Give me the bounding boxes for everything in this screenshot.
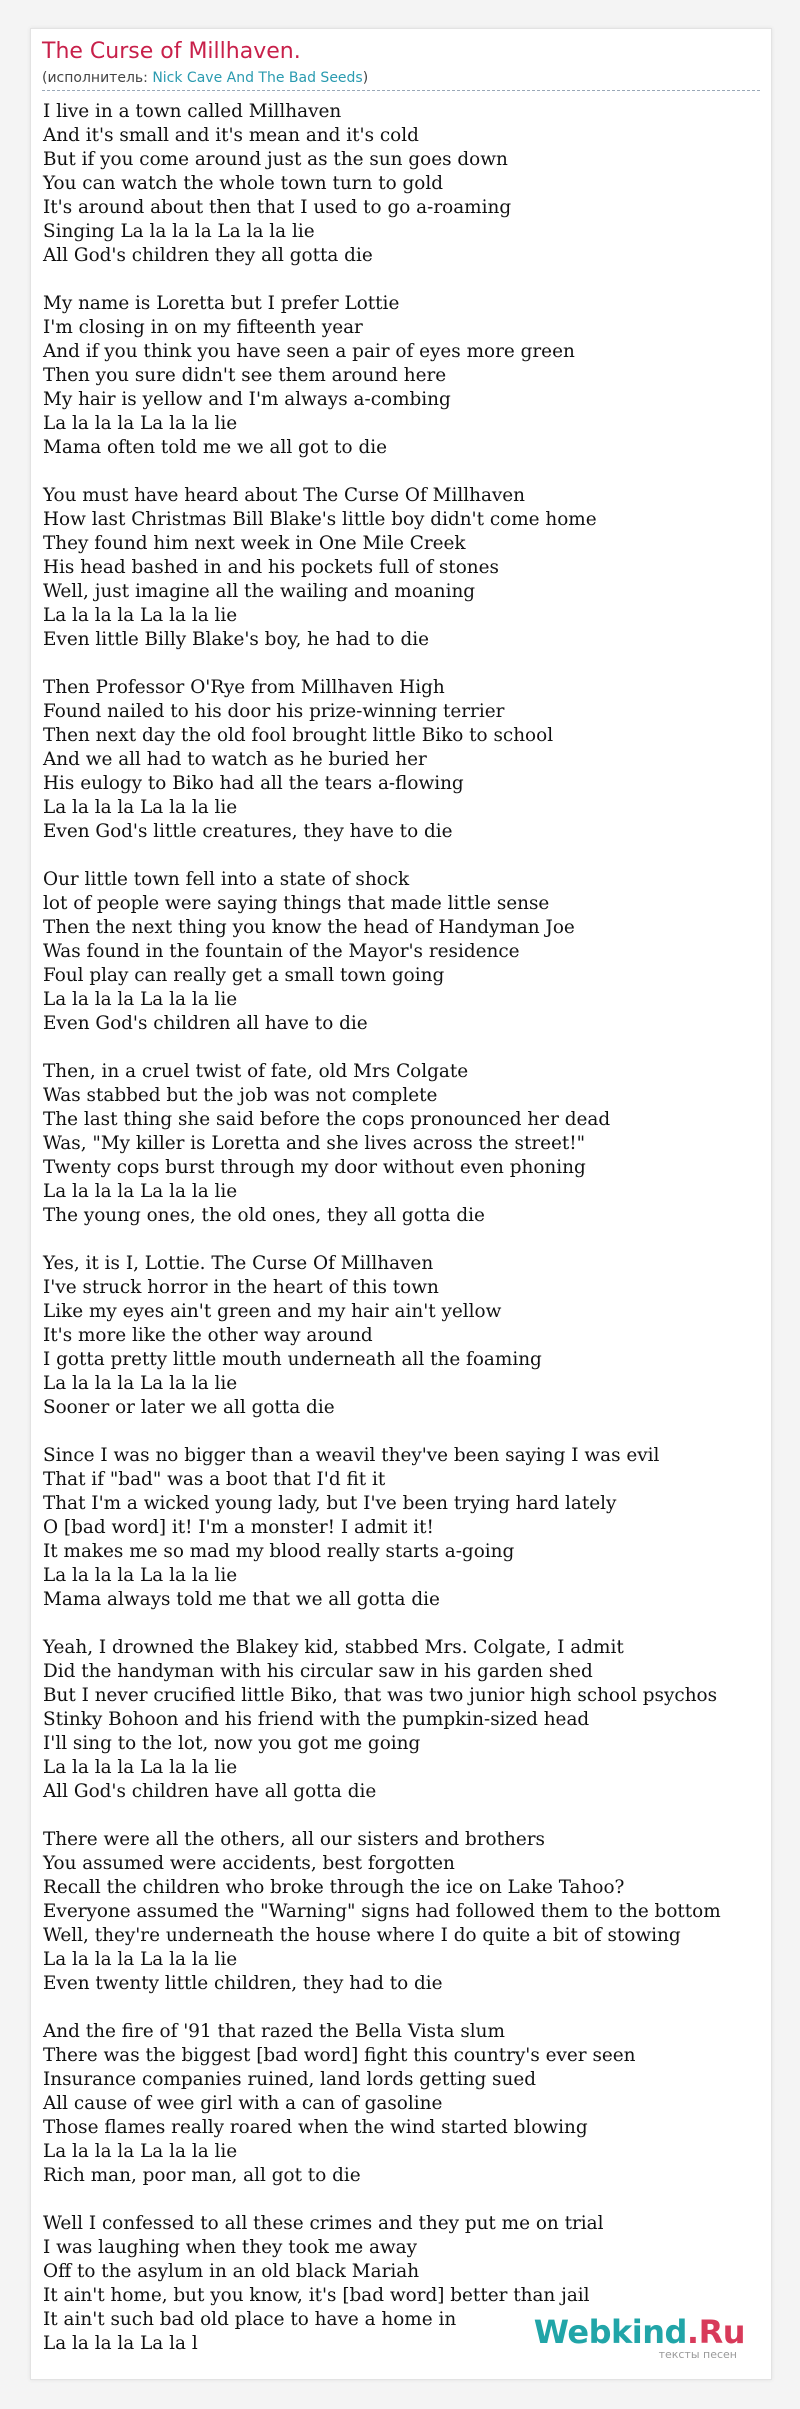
stanza: [43, 292, 767, 460]
lyric-line: La la la la La la la lie: [43, 1181, 238, 1202]
lyric-line: Was, "My killer is Loretta and she lives across the street!": [43, 1133, 586, 1154]
lyric-line: Yes, it is I, Lottie. The Curse Of Millhaven: [43, 1253, 434, 1274]
lyric-line: La la la la La la la lie: [43, 989, 238, 1010]
lyric-line: La la la la La la l: [43, 2333, 198, 2354]
lyric-line: Recall the children who broke through the ice on Lake Tahoo?: [43, 1877, 625, 1898]
lyric-line: Then you sure didn't see them around here: [43, 365, 447, 386]
lyric-line: Twenty cops burst through my door without even phoning: [43, 1157, 586, 1178]
lyric-line: I gotta pretty little mouth underneath all the foaming: [43, 1349, 542, 1370]
lyric-line: And the fire of '91 that razed the Bella Vista slum: [43, 2021, 505, 2042]
lyric-line: That if "bad" was a boot that I'd fit it: [43, 1469, 386, 1490]
lyric-line: Foul play can really get a small town going: [43, 965, 445, 986]
logo-wordmark: [534, 2315, 745, 2349]
lyric-line: Then the next thing you know the head of Handyman Joe: [43, 917, 575, 938]
lyric-line: The last thing she said before the cops pronounced her dead: [43, 1109, 611, 1130]
lyric-line: Since I was no bigger than a weavil they've been saying I was evil: [43, 1445, 660, 1466]
lyric-line: Even God's children all have to die: [43, 1013, 368, 1034]
stanza: [43, 868, 767, 1036]
lyric-line: Mama always told me that we all gotta die: [43, 1589, 440, 1610]
lyric-line: I was laughing when they took me away: [43, 2237, 418, 2258]
lyric-line: Found nailed to his door his prize-winning terrier: [43, 701, 505, 722]
lyric-line: Insurance companies ruined, land lords getting sued: [43, 2069, 537, 2090]
lyric-line: My name is Loretta but I prefer Lottie: [43, 293, 400, 314]
performer-line: [42, 69, 368, 87]
lyric-line: La la la la La la la lie: [43, 413, 238, 434]
performer-link[interactable]: Nick Cave And The Bad Seeds: [152, 70, 363, 86]
lyric-line: Stinky Bohoon and his friend with the pumpkin-sized head: [43, 1709, 590, 1730]
lyric-line: Well, just imagine all the wailing and moaning: [43, 581, 476, 602]
lyric-line: I'll sing to the lot, now you got me going: [43, 1733, 421, 1754]
logo-tagline: тексты песен: [658, 2348, 737, 2361]
lyric-line: lot of people were saying things that made little sense: [43, 893, 550, 914]
lyric-line: But if you come around just as the sun goes down: [43, 149, 508, 170]
lyric-line: And if you think you have seen a pair of eyes more green: [43, 341, 575, 362]
lyric-line: Mama often told me we all got to die: [43, 437, 387, 458]
stanza: [43, 1252, 767, 1420]
lyric-line: Then next day the old fool brought little Biko to school: [43, 725, 554, 746]
stanza: [43, 2020, 767, 2188]
lyric-line: You can watch the whole town turn to gold: [43, 173, 443, 194]
lyric-line: All God's children they all gotta die: [43, 245, 373, 266]
lyric-line: All God's children have all gotta die: [43, 1781, 377, 1802]
lyric-line: Then Professor O'Rye from Millhaven High: [43, 677, 445, 698]
lyric-line: His eulogy to Biko had all the tears a-flowing: [43, 773, 464, 794]
lyric-line: It makes me so mad my blood really starts a-going: [43, 1541, 515, 1562]
lyric-line: Even God's little creatures, they have to die: [43, 821, 453, 842]
lyrics-text: [43, 100, 767, 2356]
lyric-line: The young ones, the old ones, they all gotta die: [43, 1205, 485, 1226]
lyric-line: It's around about then that I used to go a-roaming: [43, 197, 512, 218]
lyric-line: You assumed were accidents, best forgotten: [43, 1853, 455, 1874]
lyric-line: They found him next week in One Mile Creek: [43, 533, 466, 554]
lyric-line: Sooner or later we all gotta die: [43, 1397, 335, 1418]
lyric-line: Well I confessed to all these crimes and they put me on trial: [43, 2213, 604, 2234]
lyric-line: You must have heard about The Curse Of Millhaven: [43, 485, 526, 506]
lyric-line: All cause of wee girl with a can of gasoline: [43, 2093, 443, 2114]
webkind-logo[interactable]: [534, 2315, 745, 2361]
lyric-line: Those flames really roared when the wind started blowing: [43, 2117, 588, 2138]
lyric-line: La la la la La la la lie: [43, 1757, 238, 1778]
lyric-line: I've struck horror in the heart of this town: [43, 1277, 439, 1298]
lyric-line: How last Christmas Bill Blake's little boy didn't come home: [43, 509, 597, 530]
performer-suffix: ): [362, 70, 369, 86]
lyric-line: Even little Billy Blake's boy, he had to die: [43, 629, 429, 650]
lyric-line: My hair is yellow and I'm always a-combing: [43, 389, 451, 410]
lyric-line: And it's small and it's mean and it's cold: [43, 125, 419, 146]
lyric-line: His head bashed in and his pockets full of stones: [43, 557, 499, 578]
lyric-line: Even twenty little children, they had to die: [43, 1973, 443, 1994]
lyric-line: Then, in a cruel twist of fate, old Mrs Colgate: [43, 1061, 469, 1082]
lyric-line: Off to the asylum in an old black Mariah: [43, 2261, 420, 2282]
lyric-line: Did the handyman with his circular saw in his garden shed: [43, 1661, 593, 1682]
lyric-line: Yeah, I drowned the Blakey kid, stabbed Mrs. Colgate, I admit: [43, 1637, 624, 1658]
stanza: [43, 676, 767, 844]
stanza: [43, 1636, 767, 1804]
lyric-line: Well, they're underneath the house where I do quite a bit of stowing: [43, 1925, 681, 1946]
performer-prefix: (исполнитель:: [42, 70, 153, 86]
lyric-line: It's more like the other way around: [43, 1325, 373, 1346]
song-title: The Curse of Millhaven.: [42, 39, 301, 64]
lyric-line: But I never crucified little Biko, that was two junior high school psychos: [43, 1685, 718, 1706]
lyric-line: That I'm a wicked young lady, but I've been trying hard lately: [43, 1493, 617, 1514]
lyric-line: There were all the others, all our sisters and brothers: [43, 1829, 545, 1850]
lyric-line: It ain't home, but you know, it's [bad word] better than jail: [43, 2285, 590, 2306]
lyric-line: Like my eyes ain't green and my hair ain't yellow: [43, 1301, 502, 1322]
lyric-line: There was the biggest [bad word] fight this country's ever seen: [43, 2045, 636, 2066]
stanza: [43, 1828, 767, 1996]
lyric-line: O [bad word] it! I'm a monster! I admit it!: [43, 1517, 434, 1538]
title-divider: [42, 90, 760, 91]
stanza: [43, 100, 767, 268]
lyric-line: La la la la La la la lie: [43, 605, 238, 626]
lyric-line: It ain't such bad old place to have a home in: [43, 2309, 457, 2330]
lyric-line: Singing La la la la La la la lie: [43, 221, 315, 242]
lyric-line: Rich man, poor man, all got to die: [43, 2165, 361, 2186]
lyric-line: I live in a town called Millhaven: [43, 101, 342, 122]
stanza: [43, 1060, 767, 1228]
lyric-line: Our little town fell into a state of shock: [43, 869, 410, 890]
stanza: [43, 1444, 767, 1612]
lyric-line: Everyone assumed the "Warning" signs had followed them to the bottom: [43, 1901, 721, 1922]
lyric-line: Was found in the fountain of the Mayor's residence: [43, 941, 520, 962]
logo-tld: .Ru: [686, 2313, 745, 2351]
logo-brand: Webkind: [533, 2313, 687, 2351]
lyric-line: La la la la La la la lie: [43, 1565, 238, 1586]
lyric-line: Was stabbed but the job was not complete: [43, 1085, 438, 1106]
stanza: [43, 484, 767, 652]
lyric-line: La la la la La la la lie: [43, 797, 238, 818]
lyric-line: La la la la La la la lie: [43, 1949, 238, 1970]
lyric-line: I'm closing in on my fifteenth year: [43, 317, 363, 338]
lyrics-card: [30, 28, 772, 2380]
lyric-line: La la la la La la la lie: [43, 1373, 238, 1394]
lyric-line: And we all had to watch as he buried her: [43, 749, 427, 770]
lyric-line: La la la la La la la lie: [43, 2141, 238, 2162]
